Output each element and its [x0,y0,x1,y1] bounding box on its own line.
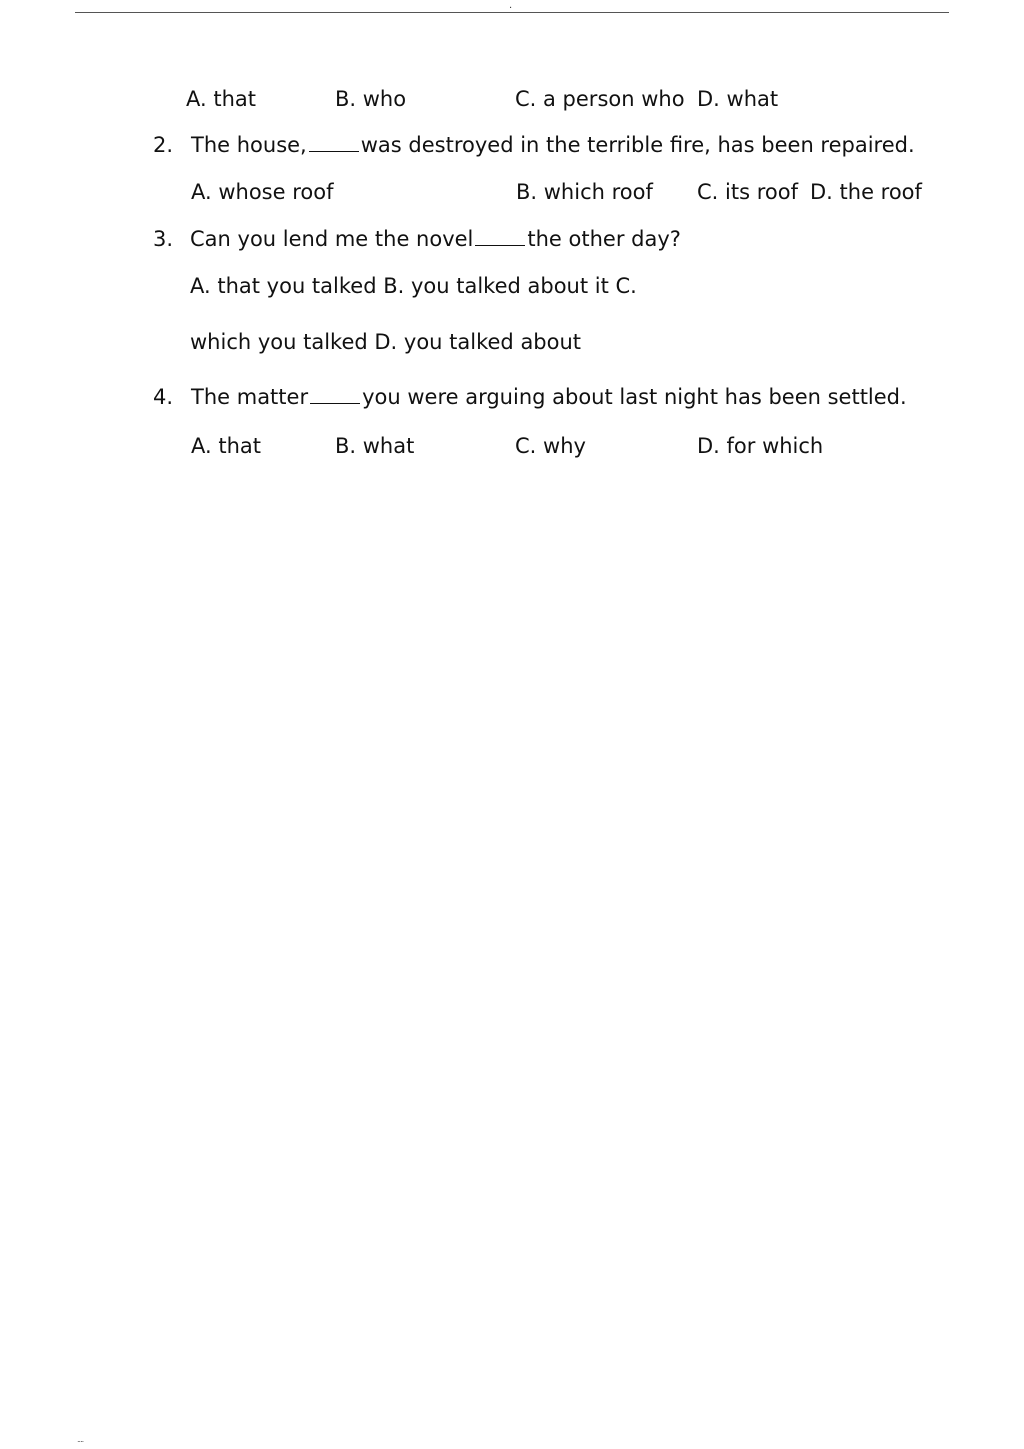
q3-stem [190,226,681,252]
q4-option-a: A. that [191,434,261,458]
q3-stem-after: the other day? [527,227,681,251]
q1-option-a: A. that [186,87,256,111]
q4-number: 4. [153,385,174,409]
q2-number: 2. [153,133,174,157]
q3-blank [475,227,525,246]
q4-option-b: B. what [335,434,415,458]
q2-option-b: B. which roof [516,180,653,204]
q3-options-line2: which you talked D. you talked about [190,330,582,354]
q2-stem-before: The house, [191,133,307,157]
q2-stem-after: was destroyed in the terrible fire, has been repaired. [360,133,915,157]
q3-number: 3. [153,227,174,251]
q4-stem-after: you were arguing about last night has been settled. [362,385,907,409]
q2-blank [309,133,359,152]
q1-option-b: B. who [335,87,407,111]
q2-option-a: A. whose roof [191,180,334,204]
q2-option-d: D. the roof [810,180,922,204]
q2-stem [191,132,915,158]
footer-mark: .... [77,1435,84,1444]
q4-option-d: D. for which [697,434,824,458]
q4-blank [310,385,360,404]
q1-option-c: C. a person who [515,87,685,111]
q3-stem-before: Can you lend me the novel [190,227,474,251]
q3-options-line1: A. that you talked B. you talked about it C. [190,274,637,298]
q4-stem-before: The matter [191,385,309,409]
header-mark: . [509,0,513,11]
header-rule [75,12,949,13]
q4-option-c: C. why [515,434,586,458]
q4-stem [191,384,907,410]
q2-option-c: C. its roof [697,180,798,204]
q1-option-d: D. what [697,87,779,111]
